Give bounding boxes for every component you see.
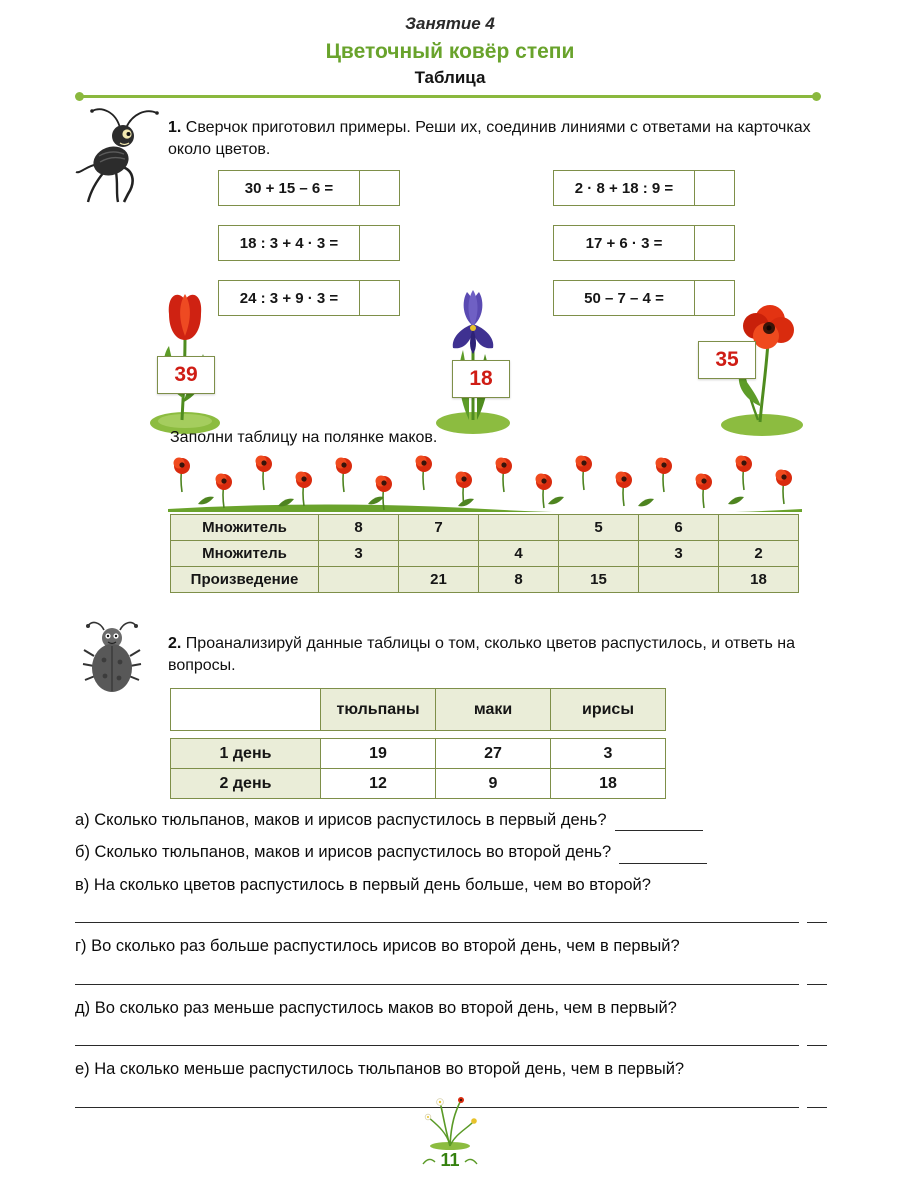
column-header: тюльпаны — [321, 689, 436, 731]
cell: 3 — [551, 739, 666, 769]
task2-text — [168, 633, 836, 678]
answer-box-5[interactable] — [695, 225, 735, 261]
questions-block — [75, 810, 827, 1121]
cell-empty[interactable] — [559, 541, 639, 567]
fill-table-instruction: Заполни таблицу на полянке маков. — [170, 429, 438, 446]
cell: 9 — [436, 769, 551, 799]
cell: 6 — [639, 515, 719, 541]
answer-line-segment[interactable] — [807, 972, 827, 985]
expression-6 — [553, 280, 735, 316]
header-divider — [82, 95, 814, 98]
cell-empty[interactable] — [399, 541, 479, 567]
answer-card-iris: 18 — [452, 360, 510, 398]
page-number: 11 — [440, 1150, 460, 1170]
table-row — [171, 689, 666, 731]
table-row — [171, 739, 666, 769]
cell: 2 — [719, 541, 799, 567]
cell: 15 — [559, 567, 639, 593]
expression-3 — [218, 280, 400, 316]
task1-text — [168, 117, 836, 162]
cell: 4 — [479, 541, 559, 567]
answer-line-segment[interactable] — [75, 972, 799, 985]
cell: 27 — [436, 739, 551, 769]
question-d — [75, 998, 827, 1019]
corner-cell — [171, 689, 321, 731]
question-b — [75, 842, 827, 863]
page-subtitle: Таблица — [414, 68, 486, 87]
multiplication-table — [170, 514, 799, 593]
cricket-icon — [66, 106, 162, 206]
answer-card-tulip: 39 — [157, 356, 215, 394]
expression-4 — [553, 170, 735, 206]
cell-empty[interactable] — [719, 515, 799, 541]
answer-line-segment[interactable] — [807, 910, 827, 923]
expression-1-text: 30 + 15 – 6 = — [218, 170, 360, 206]
answer-line-g[interactable] — [75, 972, 827, 985]
answer-line-segment[interactable] — [807, 1095, 827, 1108]
cell-empty[interactable] — [639, 567, 719, 593]
cell: 21 — [399, 567, 479, 593]
expression-5-text: 17 + 6 · 3 = — [553, 225, 695, 261]
expression-5 — [553, 225, 735, 261]
question-g — [75, 936, 827, 957]
table-row — [171, 567, 799, 593]
cell: 8 — [479, 567, 559, 593]
cell: 8 — [319, 515, 399, 541]
answer-card-poppy: 35 — [698, 341, 756, 379]
lesson-label: Занятие 4 — [405, 14, 495, 33]
expression-3-text: 24 : 3 + 9 · 3 = — [218, 280, 360, 316]
expression-6-text: 50 – 7 – 4 = — [553, 280, 695, 316]
cell: 3 — [319, 541, 399, 567]
row-label: 2 день — [171, 769, 321, 799]
task2-number: 2. — [168, 635, 182, 652]
cell-empty[interactable] — [319, 567, 399, 593]
cell: 19 — [321, 739, 436, 769]
task2-instruction: Проанализируй данные таблицы о том, сколько цветов распустилось, и ответь на вопросы. — [168, 635, 796, 675]
answer-box-1[interactable] — [360, 170, 400, 206]
cell: 12 — [321, 769, 436, 799]
column-header: маки — [436, 689, 551, 731]
table-row — [171, 541, 799, 567]
column-header: ирисы — [551, 689, 666, 731]
answer-blank-a[interactable] — [615, 812, 703, 831]
answer-line-v[interactable] — [75, 910, 827, 923]
task1-instruction: Сверчок приготовил примеры. Реши их, соединив линиями с ответами на карточках около цветов. — [168, 119, 811, 159]
answer-box-3[interactable] — [360, 280, 400, 316]
cell: 18 — [551, 769, 666, 799]
answer-line-segment[interactable] — [75, 910, 799, 923]
answer-line-segment[interactable] — [807, 1033, 827, 1046]
cell-empty[interactable] — [479, 515, 559, 541]
bouquet-icon — [415, 1094, 485, 1150]
cell: 3 — [639, 541, 719, 567]
cell: 18 — [719, 567, 799, 593]
expression-2-text: 18 : 3 + 4 · 3 = — [218, 225, 360, 261]
flowers-table-header — [170, 688, 666, 731]
expression-4-text: 2 · 8 + 18 : 9 = — [553, 170, 695, 206]
answer-box-2[interactable] — [360, 225, 400, 261]
question-a-text: а) Сколько тюльпанов, маков и ирисов распустилось в первый день? — [75, 811, 607, 829]
page-number-row — [0, 1150, 900, 1171]
question-v-text: в) На сколько цветов распустилось в первый день больше, чем во второй? — [75, 875, 651, 894]
question-g-text: г) Во сколько раз больше распустилось ирисов во второй день, чем в первый? — [75, 937, 680, 956]
page-title: Цветочный ковёр степи — [325, 40, 575, 63]
expression-2 — [218, 225, 400, 261]
row-label: 1 день — [171, 739, 321, 769]
question-d-text: д) Во сколько раз меньше распустилось маков во второй день, чем в первый? — [75, 998, 677, 1017]
answer-line-segment[interactable] — [75, 1033, 799, 1046]
task1-number: 1. — [168, 119, 182, 136]
row-label: Множитель — [171, 541, 319, 567]
row-label: Произведение — [171, 567, 319, 593]
row-label: Множитель — [171, 515, 319, 541]
page-ornament-right-icon — [464, 1156, 478, 1166]
answer-box-4[interactable] — [695, 170, 735, 206]
answer-line-d[interactable] — [75, 1033, 827, 1046]
question-e — [75, 1059, 827, 1080]
question-e-text: е) На сколько меньше распустилось тюльпанов во второй день, чем в первый? — [75, 1060, 685, 1079]
answer-blank-b[interactable] — [619, 845, 707, 864]
table-row — [171, 515, 799, 541]
beetle-icon — [80, 618, 144, 698]
question-a — [75, 810, 827, 831]
expression-1 — [218, 170, 400, 206]
page-ornament-left-icon — [422, 1156, 436, 1166]
question-v — [75, 875, 827, 896]
flowers-table-body — [170, 738, 666, 799]
question-b-text: б) Сколько тюльпанов, маков и ирисов распустилось во второй день? — [75, 843, 612, 862]
cell: 5 — [559, 515, 639, 541]
poppy-strip-icon — [168, 452, 802, 512]
table-row — [171, 769, 666, 799]
cell: 7 — [399, 515, 479, 541]
